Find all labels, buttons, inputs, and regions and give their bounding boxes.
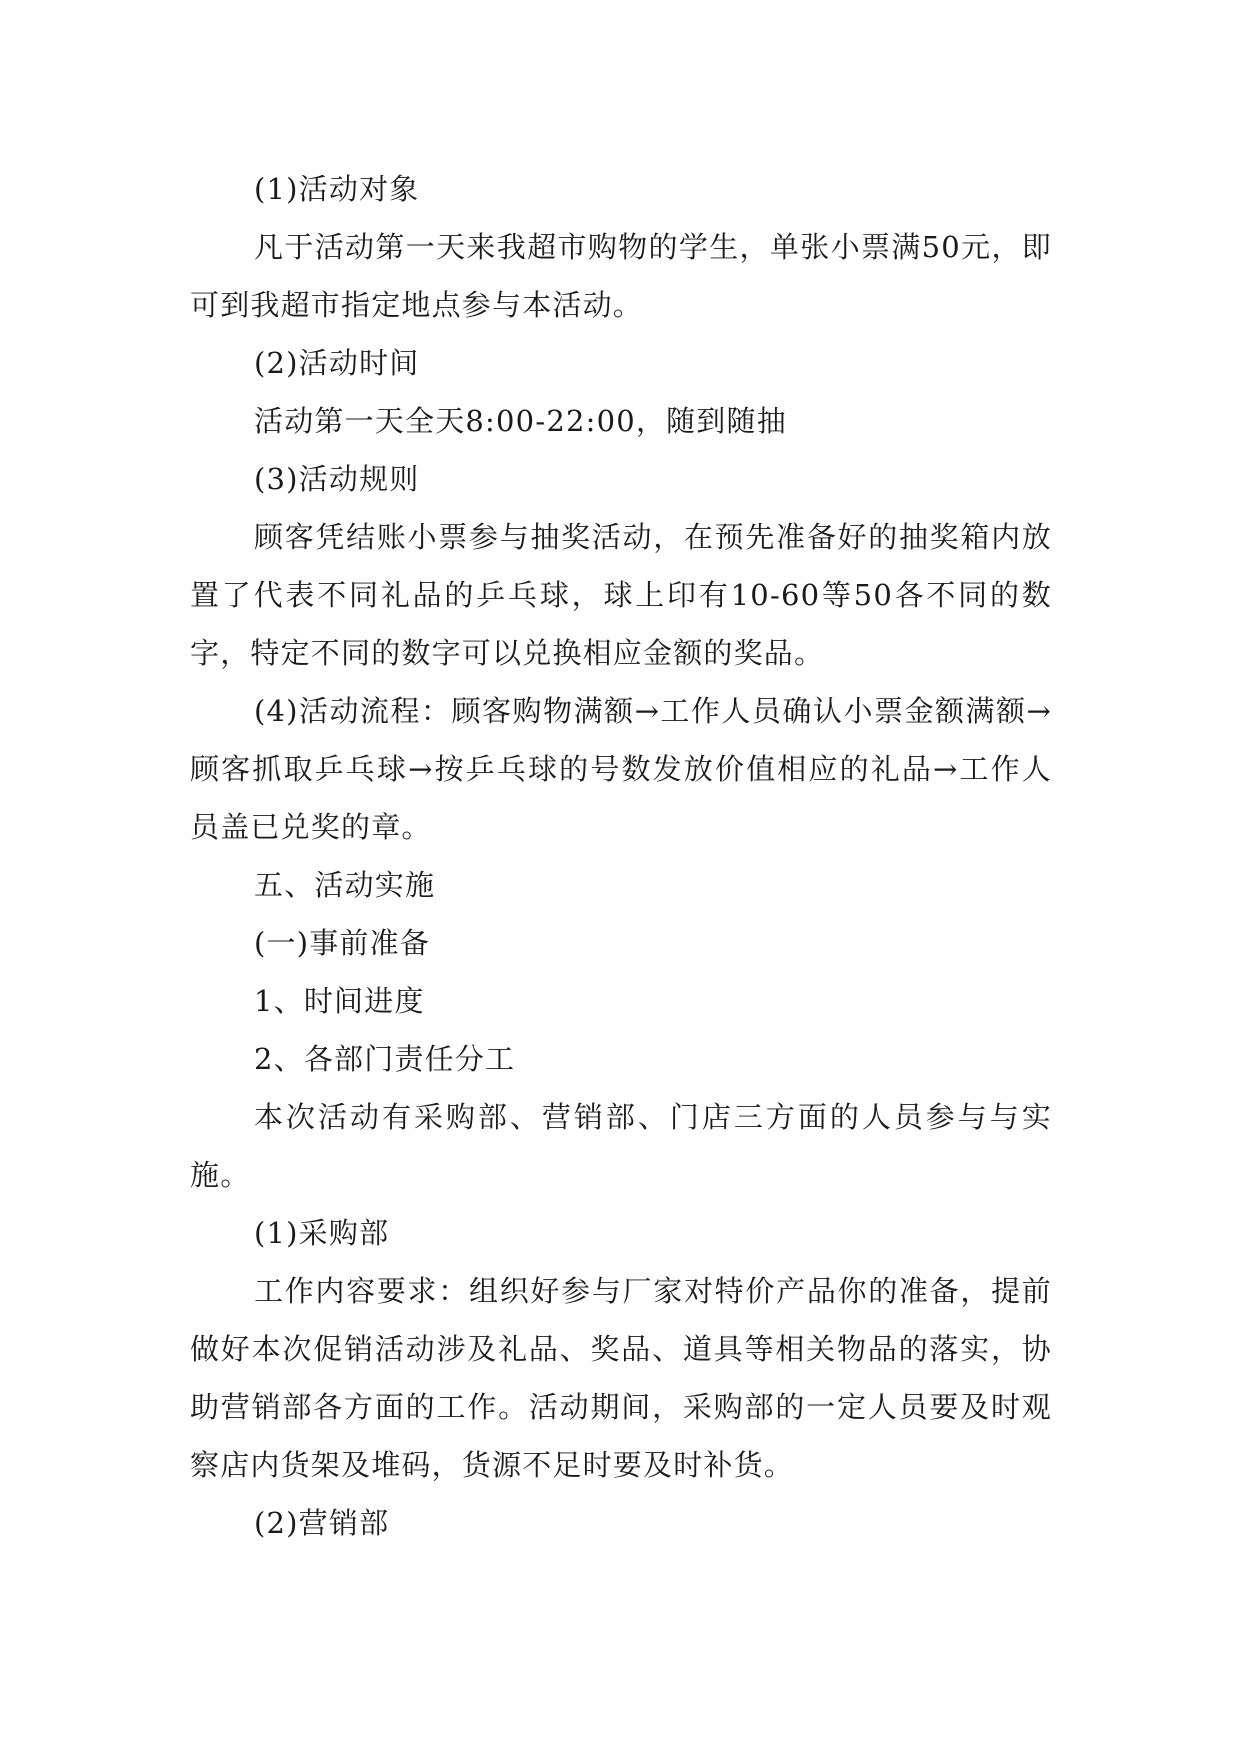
item-department-duties: 2、各部门责任分工 <box>254 1042 516 1076</box>
subheading-marketing-dept: (2)营销部 <box>254 1506 390 1540</box>
paragraph-target-audience: 凡于活动第一天来我超市购物的学生，单张小票满50元，即可到我超市指定地点参与本活动。 <box>190 230 1052 322</box>
subheading-preparation: (一)事前准备 <box>254 926 431 960</box>
paragraph-purchasing-duties: 工作内容要求：组织好参与厂家对特价产品你的准备，提前做好本次促销活动涉及礼品、奖品、道具等相关物品的落实，协助营销部各方面的工作。活动期间，采购部的一定人员要及时观察店内货架及堆码，货源不足时要及时补货。 <box>190 1274 1052 1482</box>
subheading-target-audience: (1)活动对象 <box>254 172 420 206</box>
subheading-purchasing-dept: (1)采购部 <box>254 1216 390 1250</box>
subheading-activity-rules: (3)活动规则 <box>254 462 420 496</box>
paragraph-departments-involved: 本次活动有采购部、营销部、门店三方面的人员参与与实施。 <box>190 1100 1052 1192</box>
subheading-activity-time: (2)活动时间 <box>254 346 420 380</box>
document-page <box>190 160 1052 1552</box>
section-heading-implementation: 五、活动实施 <box>254 868 436 902</box>
item-time-schedule: 1、时间进度 <box>254 984 425 1018</box>
paragraph-activity-rules: 顾客凭结账小票参与抽奖活动，在预先准备好的抽奖箱内放置了代表不同礼品的乒乓球，球上印有10-60等50各不同的数字，特定不同的数字可以兑换相应金额的奖品。 <box>190 520 1052 670</box>
paragraph-activity-process: (4)活动流程：顾客购物满额→工作人员确认小票金额满额→顾客抓取乒乓球→按乒乓球的号数发放价值相应的礼品→工作人员盖已兑奖的章。 <box>190 694 1052 844</box>
paragraph-activity-time: 活动第一天全天8:00-22:00，随到随抽 <box>254 404 787 438</box>
